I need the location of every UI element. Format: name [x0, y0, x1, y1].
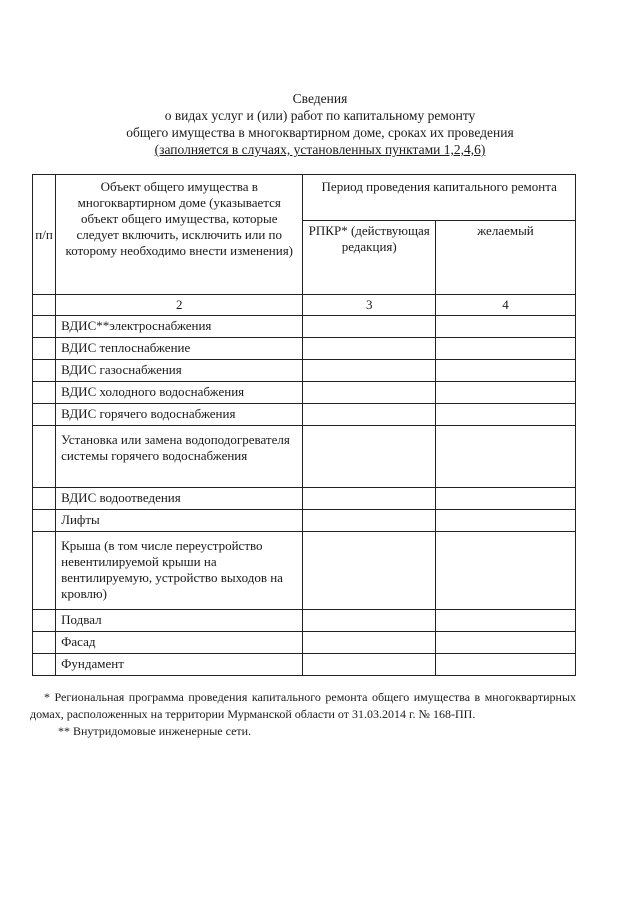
num-cell-2: 2 — [56, 295, 303, 316]
row-desired-cell[interactable] — [436, 632, 576, 654]
row-rpkr-cell[interactable] — [303, 654, 436, 676]
num-cell-4: 4 — [436, 295, 576, 316]
row-rpkr-cell[interactable] — [303, 404, 436, 426]
row-num — [33, 338, 56, 360]
row-desired-cell[interactable] — [436, 510, 576, 532]
row-label: Крыша (в том числе переустройство невентилируемой крыши на вентилируемую, устройство выходов на кровлю) — [56, 532, 303, 610]
row-label: ВДИС**электроснабжения — [56, 316, 303, 338]
title-heading: Сведения — [292, 91, 348, 106]
row-desired-cell[interactable] — [436, 382, 576, 404]
row-label: ВДИС горячего водоснабжения — [56, 404, 303, 426]
row-num — [33, 632, 56, 654]
row-num — [33, 404, 56, 426]
row-label: Подвал — [56, 610, 303, 632]
row-rpkr-cell[interactable] — [303, 426, 436, 488]
header-rpkr: РПКР* (действующая редакция) — [303, 221, 436, 295]
row-rpkr-cell[interactable] — [303, 382, 436, 404]
row-num — [33, 610, 56, 632]
row-num — [33, 360, 56, 382]
title-subtitle-2: общего имущества в многоквартирном доме, сроках их проведения — [126, 125, 514, 140]
row-num — [33, 510, 56, 532]
header-period: Период проведения капитального ремонта — [303, 175, 576, 221]
footnote-vdis: ** Внутридомовые инженерные сети. — [58, 724, 252, 738]
row-label: ВДИС водоотведения — [56, 488, 303, 510]
row-num — [33, 316, 56, 338]
row-rpkr-cell[interactable] — [303, 316, 436, 338]
row-label: ВДИС холодного водоснабжения — [56, 382, 303, 404]
num-cell-3: 3 — [303, 295, 436, 316]
row-desired-cell[interactable] — [436, 610, 576, 632]
row-num — [33, 426, 56, 488]
title-subtitle-1: о видах услуг и (или) работ по капитальному ремонту — [164, 108, 476, 123]
row-label: Лифты — [56, 510, 303, 532]
row-rpkr-cell[interactable] — [303, 510, 436, 532]
header-object: Объект общего имущества в многоквартирном доме (указывается объект общего имущества, которые следует включить, исключить или по которому необходимо внести изменения) — [56, 175, 303, 295]
row-label: ВДИС газоснабжения — [56, 360, 303, 382]
footnotes — [30, 689, 576, 740]
row-num — [33, 488, 56, 510]
row-desired-cell[interactable] — [436, 360, 576, 382]
row-rpkr-cell[interactable] — [303, 610, 436, 632]
works-table — [32, 174, 576, 676]
row-desired-cell[interactable] — [436, 532, 576, 610]
row-desired-cell[interactable] — [436, 426, 576, 488]
row-label: ВДИС теплоснабжение — [56, 338, 303, 360]
header-pp: п/п — [33, 175, 56, 295]
row-label: Фундамент — [56, 654, 303, 676]
document-title — [0, 90, 640, 158]
row-num — [33, 382, 56, 404]
header-desired: желаемый — [436, 221, 576, 295]
row-desired-cell[interactable] — [436, 654, 576, 676]
row-desired-cell[interactable] — [436, 488, 576, 510]
row-num — [33, 532, 56, 610]
row-rpkr-cell[interactable] — [303, 532, 436, 610]
row-rpkr-cell[interactable] — [303, 488, 436, 510]
row-desired-cell[interactable] — [436, 338, 576, 360]
row-desired-cell[interactable] — [436, 316, 576, 338]
row-rpkr-cell[interactable] — [303, 632, 436, 654]
num-cell-1 — [33, 295, 56, 316]
row-num — [33, 654, 56, 676]
footnote-rpkr: * Региональная программа проведения капитального ремонта общего имущества в многоквартирных домах, расположенных на территории Мурманской области от 31.03.2014 г. № 168-ПП. — [30, 690, 576, 721]
row-rpkr-cell[interactable] — [303, 338, 436, 360]
row-label: Установка или замена водоподогревателя системы горячего водоснабжения — [56, 426, 303, 488]
row-desired-cell[interactable] — [436, 404, 576, 426]
row-rpkr-cell[interactable] — [303, 360, 436, 382]
row-label: Фасад — [56, 632, 303, 654]
title-note: (заполняется в случаях, установленных пунктами 1,2,4,6) — [154, 142, 486, 157]
